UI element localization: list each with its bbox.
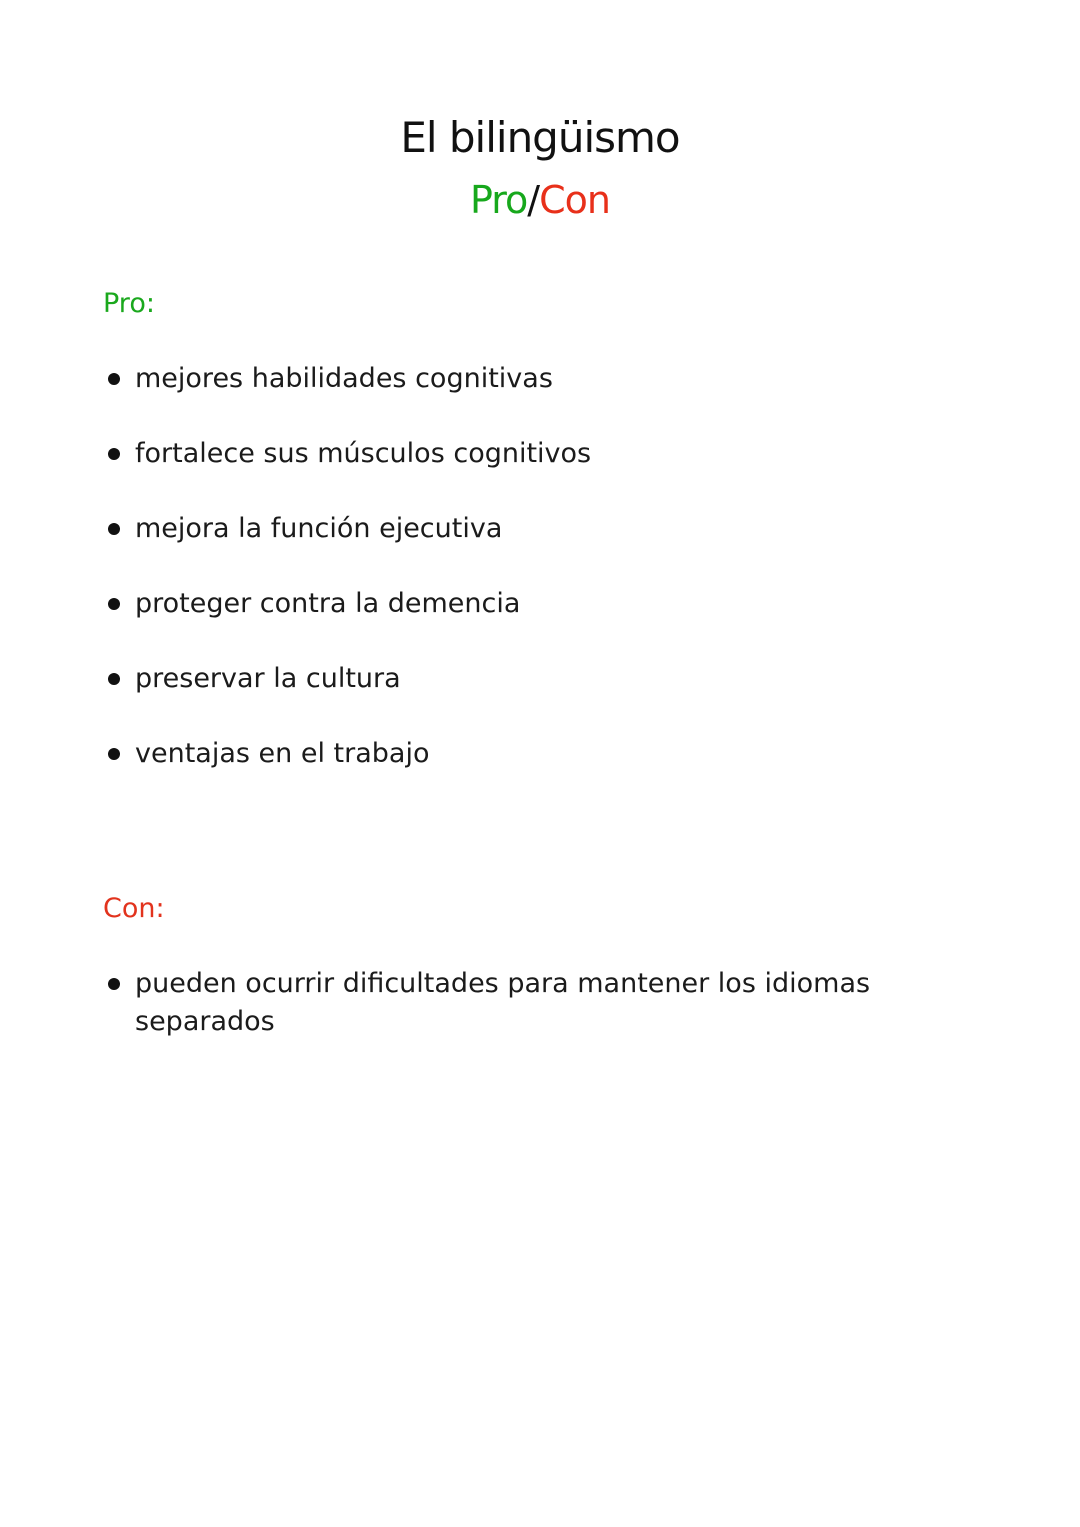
subtitle-separator: / [527,178,540,222]
list-item [108,965,908,1041]
list-item [108,735,908,773]
list-item-text: mejora la función ejecutiva [135,513,503,544]
bullet-icon [108,748,120,760]
bullet-icon [108,598,120,610]
bullet-icon [108,523,120,535]
list-item [108,510,908,548]
con-section-heading: Con: [103,893,165,924]
subtitle-con: Con [539,178,610,222]
page-title: El bilingüismo [400,113,680,162]
page-subtitle [0,172,1080,228]
list-item [108,660,908,698]
list-item [108,360,908,398]
list-item-text: pueden ocurrir dificultades para mantener los idiomas separados [135,968,871,1037]
list-item-text: fortalece sus músculos cognitivos [135,438,592,469]
list-item-text: ventajas en el trabajo [135,738,430,769]
bullet-icon [108,373,120,385]
list-item-text: mejores habilidades cognitivas [135,363,553,394]
list-item [108,435,908,473]
pro-list [108,360,908,810]
list-item-text: preservar la cultura [135,663,401,694]
bullet-icon [108,673,120,685]
con-list [108,965,908,1078]
bullet-icon [108,448,120,460]
list-item-text: proteger contra la demencia [135,588,521,619]
bullet-icon [108,978,120,990]
list-item [108,585,908,623]
pro-section-heading: Pro: [103,288,155,319]
subtitle-pro: Pro [470,178,528,222]
